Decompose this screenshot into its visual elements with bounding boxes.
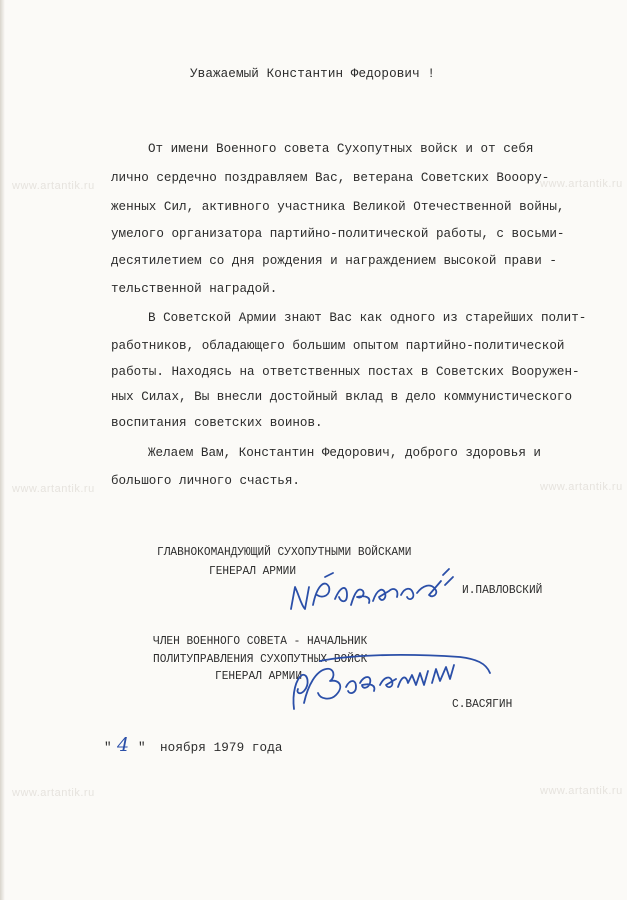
signatory-rank: ГЕНЕРАЛ АРМИИ [215,669,303,683]
text-line: От имени Военного совета Сухопутных войск и от себя [148,142,534,156]
text-line: воспитания советских воинов. [111,416,323,430]
signatory-name: С.ВАСЯГИН [452,697,513,711]
text-line: умелого организатора партийно-политической работы, с восьми- [111,227,565,241]
text-line: В Советской Армии знают Вас как одного из старейших полит- [148,311,587,325]
signatory-title: ЧЛЕН ВОЕННОГО СОВЕТА - НАЧАЛЬНИК [153,634,368,648]
signature-pavlovsky [285,565,465,625]
signatory-title: ПОЛИТУПРАВЛЕНИЯ СУХОПУТНЫХ ВОЙСК [153,652,368,666]
watermark-text: www.artantik.ru [12,787,95,799]
signature-vasyagin [290,645,500,715]
text-line: тельственной наградой. [111,282,278,296]
salutation: Уважаемый Константин Федорович ! [190,67,436,81]
text-line: лично сердечно поздравляем Вас, ветерана Советских Вооору- [111,171,550,185]
text-line: десятилетием со дня рождения и награждением высокой прави - [111,254,557,268]
text-line: работников, обладающего большим опытом партийно-политической [111,339,565,353]
watermark-text: www.artantik.ru [12,180,95,192]
text-line: женных Сил, активного участника Великой Отечественной войны, [111,200,565,214]
signatory-name: И.ПАВЛОВСКИЙ [462,583,543,597]
text-line: большого личного счастья. [111,474,300,488]
watermark-text: www.artantik.ru [12,483,95,495]
paper-edge [0,0,5,900]
watermark-text: www.artantik.ru [540,785,623,797]
text-line: Желаем Вам, Константин Федорович, доброго здоровья и [148,446,541,460]
date-close-quote: " [138,741,146,755]
signatory-rank: ГЕНЕРАЛ АРМИИ [209,564,297,578]
date-month-year: ноября 1979 года [160,741,283,755]
signatory-title: ГЛАВНОКОМАНДУЮЩИЙ СУХОПУТНЫМИ ВОЙСКАМИ [157,545,412,559]
text-line: работы. Находясь на ответственных постах в Советских Вооружен- [111,365,580,379]
watermark-text: www.artantik.ru [540,481,623,493]
date-day: 4 [117,734,130,756]
watermark-text: www.artantik.ru [540,178,623,190]
date-open-quote: " [104,741,112,755]
text-line: ных Силах, Вы внесли достойный вклад в дело коммунистического [111,390,573,404]
